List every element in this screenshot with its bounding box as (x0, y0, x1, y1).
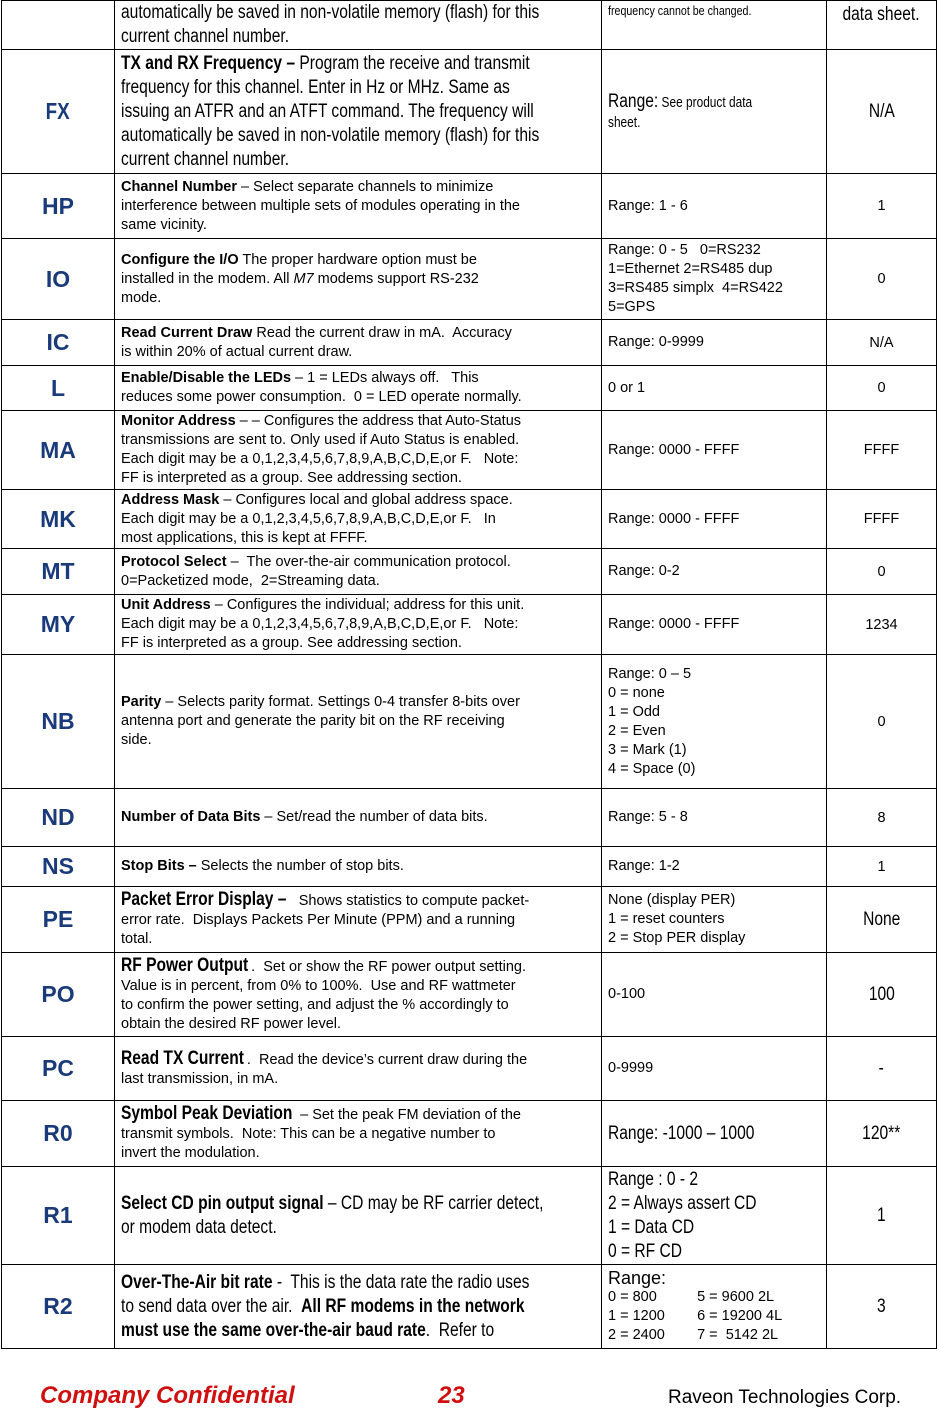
footer-company: Raveon Technologies Corp. (668, 1387, 902, 1408)
command-range: Range: 0 - 5 0=RS232 1=Ethernet 2=RS485 dup 3=RS485 simplx 4=RS422 5=GPS (602, 239, 827, 320)
command-range: Range: 0000 - FFFF (602, 411, 827, 490)
command-description: Stop Bits – Selects the number of stop bits. (115, 847, 602, 887)
command-default: N/A (827, 50, 937, 174)
command-default: 120** (827, 1101, 937, 1167)
command-code: IO (2, 239, 115, 320)
table-row (2, 847, 937, 887)
table-row (2, 320, 937, 366)
table-row (2, 1, 937, 50)
command-range: Range: 5 - 8 (602, 789, 827, 847)
command-default: 100 (827, 953, 937, 1037)
table-row (2, 1167, 937, 1265)
table-row (2, 887, 937, 953)
command-default: 0 (827, 655, 937, 789)
command-default: 0 (827, 549, 937, 595)
command-description: automatically be saved in non-volatile memory (flash) for this current channel number. (115, 1, 602, 50)
command-range: Range: -1000 – 1000 (602, 1101, 827, 1167)
command-description: Parity – Selects parity format. Settings 0-4 transfer 8-bits over antenna port and generate the parity bit on the RF receiving side. (115, 655, 602, 789)
command-range: 0 or 1 (602, 366, 827, 411)
command-description: Configure the I/O The proper hardware option must be installed in the modem. All M7 modems support RS-232 mode. (115, 239, 602, 320)
command-range: Range: 0000 - FFFF (602, 490, 827, 549)
table-row (2, 1037, 937, 1101)
command-default: 3 (827, 1265, 937, 1349)
command-description: Packet Error Display – Shows statistics to compute packet- error rate. Displays Packets Per Minute (PPM) and a running total. (115, 887, 602, 953)
command-description: Unit Address – Configures the individual; address for this unit. Each digit may be a 0,1,2,3,4,5,6,7,8,9,A,B,C,D,E,or F. Note: FF is interpreted as a group. See addressing section. (115, 595, 602, 655)
command-default: FFFF (827, 411, 937, 490)
table-row (2, 789, 937, 847)
command-default: 0 (827, 239, 937, 320)
table-row (2, 1265, 937, 1349)
table-row (2, 411, 937, 490)
page-number: 23 (438, 1382, 465, 1409)
command-description: Read Current Draw Read the current draw in mA. Accuracy is within 20% of actual current draw. (115, 320, 602, 366)
table-row (2, 953, 937, 1037)
command-default: 1 (827, 847, 937, 887)
command-description: Channel Number – Select separate channels to minimize interference between multiple sets of modules operating in the same vicinity. (115, 174, 602, 239)
table-row (2, 239, 937, 320)
command-description: RF Power Output . Set or show the RF power output setting. Value is in percent, from 0% to 100%. Use and RF wattmeter to confirm the power setting, and adjust the % accordingly to obtain the desired RF power level. (115, 953, 602, 1037)
command-range: Range: 1-2 (602, 847, 827, 887)
command-code: PO (2, 953, 115, 1037)
command-code: FX (2, 50, 115, 174)
command-range: Range: See product data sheet. (602, 50, 827, 174)
command-default: 1 (827, 1167, 937, 1265)
command-default: 1 (827, 174, 937, 239)
command-code: R1 (2, 1167, 115, 1265)
command-default: FFFF (827, 490, 937, 549)
command-range: Range : 0 - 2 2 = Always assert CD 1 = Data CD 0 = RF CD (602, 1167, 827, 1265)
command-description: Enable/Disable the LEDs – 1 = LEDs always off. This reduces some power consumption. 0 = LED operate normally. (115, 366, 602, 411)
table-row (2, 595, 937, 655)
command-description: Select CD pin output signal – CD may be RF carrier detect, or modem data detect. (115, 1167, 602, 1265)
command-description: Number of Data Bits – Set/read the number of data bits. (115, 789, 602, 847)
command-code: MA (2, 411, 115, 490)
command-default: data sheet. (827, 1, 937, 50)
command-code: MK (2, 490, 115, 549)
table-row (2, 1101, 937, 1167)
command-description: TX and RX Frequency – Program the receive and transmit frequency for this channel. Enter in Hz or MHz. Same as issuing an ATFR and an ATFT command. The frequency will automatically be saved in non-volatile memory (flash) for this current channel number. (115, 50, 602, 174)
command-description: Symbol Peak Deviation – Set the peak FM deviation of the transmit symbols. Note: This can be a negative number to invert the modulation. (115, 1101, 602, 1167)
command-range: Range: 0 – 5 0 = none 1 = Odd 2 = Even 3 = Mark (1) 4 = Space (0) (602, 655, 827, 789)
command-code: R0 (2, 1101, 115, 1167)
command-range: 0-9999 (602, 1037, 827, 1101)
command-default: None (827, 887, 937, 953)
command-code: HP (2, 174, 115, 239)
command-description: Protocol Select – The over-the-air communication protocol. 0=Packetized mode, 2=Streaming data. (115, 549, 602, 595)
command-code: R2 (2, 1265, 115, 1349)
command-default: 1234 (827, 595, 937, 655)
table-row (2, 50, 937, 174)
command-description: Over-The-Air bit rate - This is the data rate the radio uses to send data over the air. All RF modems in the network must use the same over-the-air baud rate. Refer to (115, 1265, 602, 1349)
command-range: 0-100 (602, 953, 827, 1037)
command-code (2, 1, 115, 50)
command-code: IC (2, 320, 115, 366)
command-code: ND (2, 789, 115, 847)
command-table (1, 0, 937, 1349)
footer-confidential: Company Confidential (40, 1382, 295, 1409)
command-range: frequency cannot be changed. (602, 1, 827, 50)
command-code: MT (2, 549, 115, 595)
command-range: Range: 0-9999 (602, 320, 827, 366)
command-range: Range: 0000 - FFFF (602, 595, 827, 655)
table-row (2, 549, 937, 595)
command-code: MY (2, 595, 115, 655)
command-default: - (827, 1037, 937, 1101)
table-row (2, 366, 937, 411)
command-code: PE (2, 887, 115, 953)
command-range: Range: 0-2 (602, 549, 827, 595)
command-description: Monitor Address – – Configures the address that Auto-Status transmissions are sent to. Only used if Auto Status is enabled. Each digit may be a 0,1,2,3,4,5,6,7,8,9,A,B,C,D,E,or F. Note: FF is interpreted as a group. See addressing section. (115, 411, 602, 490)
table-row (2, 655, 937, 789)
command-description: Address Mask – Configures local and global address space. Each digit may be a 0,1,2,3,4,5,6,7,8,9,A,B,C,D,E,or F. In most applications, this is kept at FFFF. (115, 490, 602, 549)
command-code: L (2, 366, 115, 411)
command-code: NB (2, 655, 115, 789)
command-range: Range: 0 = 800 5 = 9600 2L 1 = 1200 6 = 19200 4L 2 = 2400 7 = 5142 2L (602, 1265, 827, 1349)
command-range: Range: 1 - 6 (602, 174, 827, 239)
command-code: NS (2, 847, 115, 887)
command-default: N/A (827, 320, 937, 366)
table-row (2, 490, 937, 549)
table-row (2, 174, 937, 239)
command-code: PC (2, 1037, 115, 1101)
command-description: Read TX Current . Read the device’s current draw during the last transmission, in mA. (115, 1037, 602, 1101)
command-default: 0 (827, 366, 937, 411)
command-default: 8 (827, 789, 937, 847)
command-range: None (display PER) 1 = reset counters 2 = Stop PER display (602, 887, 827, 953)
